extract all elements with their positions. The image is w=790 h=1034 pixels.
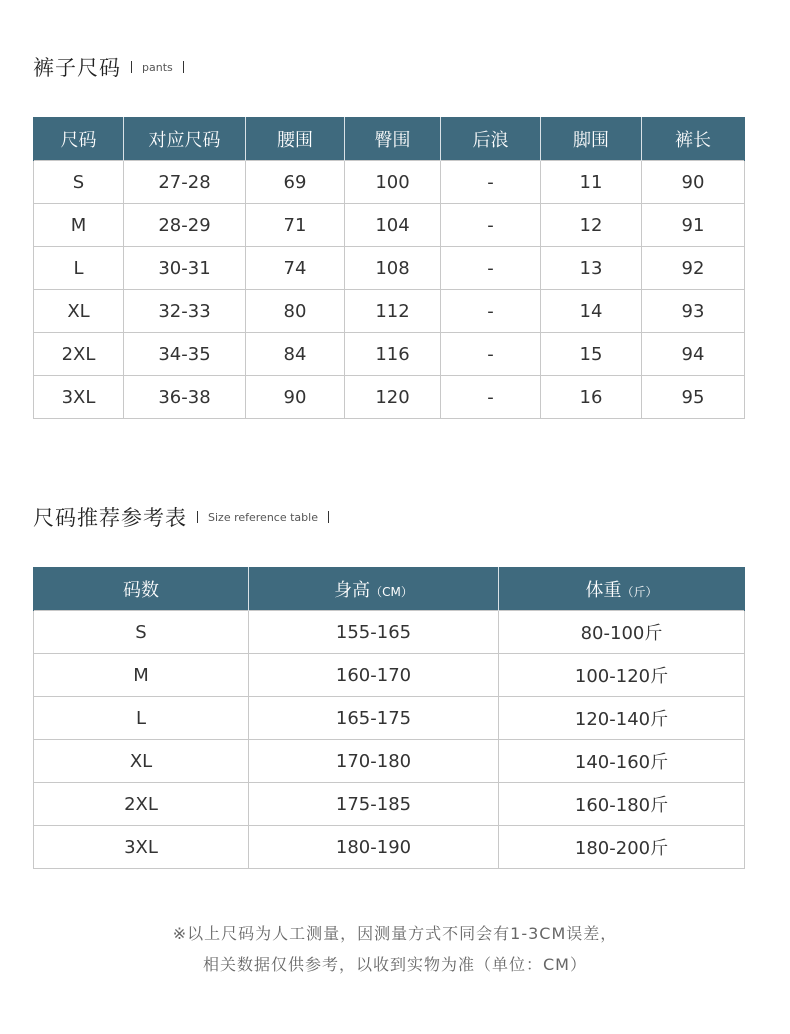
table-cell: L [34,697,249,740]
table-cell: 3XL [34,826,249,869]
table-cell: 95 [642,376,745,419]
table-cell: S [34,611,249,654]
table-cell: 3XL [34,376,124,419]
table-cell: 2XL [34,783,249,826]
size-reference-table [33,567,745,869]
table-cell: 32-33 [124,290,246,333]
table-cell: 155-165 [249,611,499,654]
table-cell: 120-140斤 [499,697,745,740]
title-divider [328,511,329,523]
header-hip: 臀围 [345,117,441,161]
header-weight [499,567,745,611]
table-cell: 34-35 [124,333,246,376]
table-cell: 140-160斤 [499,740,745,783]
header-label: 身高 [334,579,371,601]
measurement-note-line-2: 相关数据仅供参考，以收到实物为准（单位：CM） [203,955,587,974]
table-cell: 27-28 [124,161,246,204]
table-cell: 84 [246,333,345,376]
table-row [34,204,745,247]
table-cell: 180-200斤 [499,826,745,869]
table-cell: 14 [541,290,642,333]
table-cell: 2XL [34,333,124,376]
header-size-code [34,567,249,611]
table-cell: - [441,333,541,376]
table-row [34,611,745,654]
table-row [34,826,745,869]
table-cell: 116 [345,333,441,376]
table-cell: 30-31 [124,247,246,290]
header-unit: （CM） [370,584,413,599]
table-cell: 71 [246,204,345,247]
header-height [249,567,499,611]
table-cell: 74 [246,247,345,290]
table-cell: 160-170 [249,654,499,697]
table-cell: 100-120斤 [499,654,745,697]
table-cell: 90 [642,161,745,204]
header-equivalent-size: 对应尺码 [124,117,246,161]
header-size: 尺码 [34,117,124,161]
table-cell: L [34,247,124,290]
table-cell: - [441,247,541,290]
table-cell: 180-190 [249,826,499,869]
table-cell: 94 [642,333,745,376]
header-pants-length: 裤长 [642,117,745,161]
table-cell: 90 [246,376,345,419]
table-row [34,783,745,826]
table-cell: 120 [345,376,441,419]
table-cell: 80 [246,290,345,333]
pants-size-table [33,117,745,419]
table-cell: 93 [642,290,745,333]
table-row [34,161,745,204]
table-cell: 69 [246,161,345,204]
table-header-row [34,567,745,611]
pants-subtitle: pants [142,60,173,74]
table-cell: - [441,161,541,204]
header-label: 体重 [585,579,622,601]
header-waist: 腰围 [246,117,345,161]
header-label: 码数 [123,579,159,601]
table-row [34,290,745,333]
table-cell: 92 [642,247,745,290]
table-row [34,247,745,290]
table-cell: - [441,204,541,247]
size-reference-section-title [33,502,339,532]
table-cell: 104 [345,204,441,247]
table-cell: 28-29 [124,204,246,247]
table-cell: XL [34,740,249,783]
table-cell: 108 [345,247,441,290]
table-cell: 80-100斤 [499,611,745,654]
table-header-row [34,117,745,161]
pants-title: 裤子尺码 [33,56,121,80]
table-cell: 165-175 [249,697,499,740]
table-row [34,654,745,697]
pants-section-title [33,52,194,82]
table-cell: 112 [345,290,441,333]
table-cell: 160-180斤 [499,783,745,826]
table-cell: 175-185 [249,783,499,826]
table-cell: 36-38 [124,376,246,419]
header-unit: （斤） [621,584,658,599]
size-reference-subtitle: Size reference table [208,510,318,524]
table-cell: - [441,376,541,419]
measurement-note-line-1: ※以上尺码为人工测量，因测量方式不同会有1-3CM误差， [172,924,618,943]
table-cell: 12 [541,204,642,247]
header-back-rise: 后浪 [441,117,541,161]
table-cell: XL [34,290,124,333]
table-row [34,740,745,783]
table-row [34,376,745,419]
title-divider [183,61,184,73]
table-cell: M [34,654,249,697]
table-cell: 16 [541,376,642,419]
header-leg-opening: 脚围 [541,117,642,161]
table-cell: 91 [642,204,745,247]
table-cell: - [441,290,541,333]
table-cell: 13 [541,247,642,290]
title-divider [197,511,198,523]
size-reference-title: 尺码推荐参考表 [33,506,187,530]
table-row [34,697,745,740]
table-row [34,333,745,376]
table-cell: 11 [541,161,642,204]
table-cell: 170-180 [249,740,499,783]
table-cell: 100 [345,161,441,204]
table-cell: S [34,161,124,204]
table-cell: M [34,204,124,247]
title-divider [131,61,132,73]
table-cell: 15 [541,333,642,376]
